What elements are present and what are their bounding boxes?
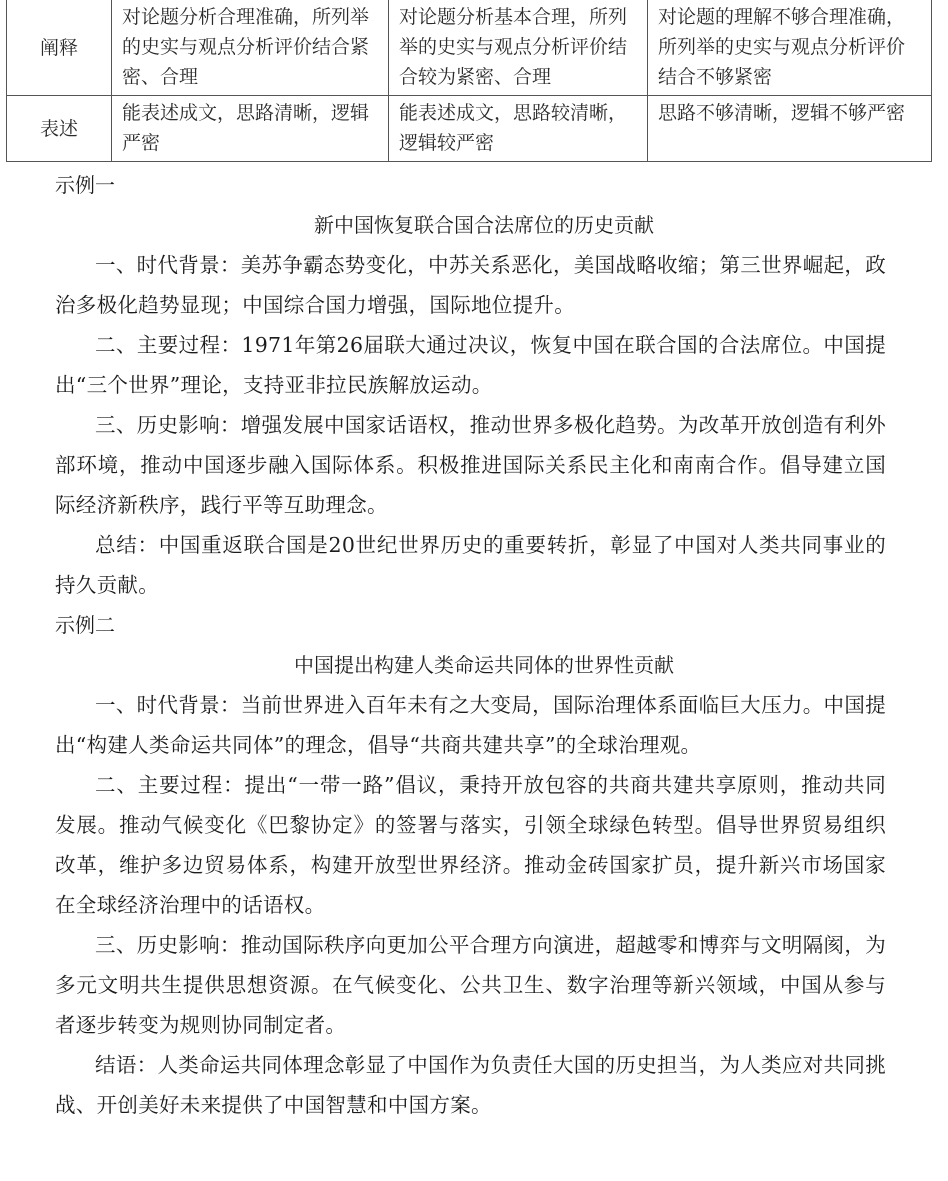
sample-answers (0, 165, 948, 1125)
rubric-cell-level-3: 思路不够清晰，逻辑不够严密 (648, 96, 932, 162)
paragraph-background: 一、时代背景：美苏争霸态势变化，中苏关系恶化，美国战略收缩；第三世界崛起，政治多极化趋势显现；中国综合国力增强，国际地位提升。 (55, 253, 886, 317)
rubric-cell-level-3: 对论题的理解不够合理准确，所列举的史实与观点分析评价结合不够紧密 (648, 0, 932, 96)
rubric-cell-level-2: 对论题分析基本合理，所列举的史实与观点分析评价结合较为紧密、合理 (389, 0, 648, 96)
paragraph-summary: 总结：中国重返联合国是20世纪世界历史的重要转折，彰显了中国对人类共同事业的持久贡献。 (55, 533, 886, 597)
paragraph-conclusion: 结语：人类命运共同体理念彰显了中国作为负责任大国的历史担当，为人类应对共同挑战、开创美好未来提供了中国智慧和中国方案。 (55, 1053, 886, 1117)
rubric-cell-level-1: 对论题分析合理准确，所列举的史实与观点分析评价结合紧密、合理 (112, 0, 389, 96)
paragraph-process: 二、主要过程：提出“一带一路”倡议，秉持开放包容的共商共建共享原则，推动共同发展。推动气候变化《巴黎协定》的签署与落实，引领全球绿色转型。倡导世界贸易组织改革，维护多边贸易体系，构建开放型世界经济。推动金砖国家扩员，提升新兴市场国家在全球经济治理中的话语权。 (55, 773, 886, 917)
example-label: 示例二 (55, 613, 115, 637)
paragraph-impact: 三、历史影响：增强发展中国家话语权，推动世界多极化趋势。为改革开放创造有利外部环境，推动中国逐步融入国际体系。积极推进国际关系民主化和南南合作。倡导建立国际经济新秩序，践行平等互助理念。 (55, 413, 886, 517)
example-two (0, 605, 948, 1125)
example-title: 新中国恢复联合国合法席位的历史贡献 (314, 213, 654, 237)
rubric-cell-level-1: 能表述成文，思路清晰，逻辑严密 (112, 96, 389, 162)
rubric-row-label: 阐释 (7, 0, 112, 96)
example-title: 中国提出构建人类命运共同体的世界性贡献 (294, 653, 674, 677)
paragraph-impact: 三、历史影响：推动国际秩序向更加公平合理方向演进，超越零和博弈与文明隔阂，为多元文明共生提供思想资源。在气候变化、公共卫生、数字治理等新兴领域，中国从参与者逐步转变为规则协同制定者。 (55, 933, 886, 1037)
rubric-row-interpretation (7, 0, 932, 96)
example-label: 示例一 (55, 173, 115, 197)
rubric-row-expression (7, 96, 932, 162)
rubric-table (6, 0, 932, 162)
paragraph-process: 二、主要过程：1971年第26届联大通过决议，恢复中国在联合国的合法席位。中国提出“三个世界”理论，支持亚非拉民族解放运动。 (55, 333, 886, 397)
rubric-row-label: 表述 (7, 96, 112, 162)
rubric-cell-level-2: 能表述成文，思路较清晰，逻辑较严密 (389, 96, 648, 162)
example-one (0, 165, 948, 605)
paragraph-background: 一、时代背景：当前世界进入百年未有之大变局，国际治理体系面临巨大压力。中国提出“构建人类命运共同体”的理念，倡导“共商共建共享”的全球治理观。 (55, 693, 886, 757)
